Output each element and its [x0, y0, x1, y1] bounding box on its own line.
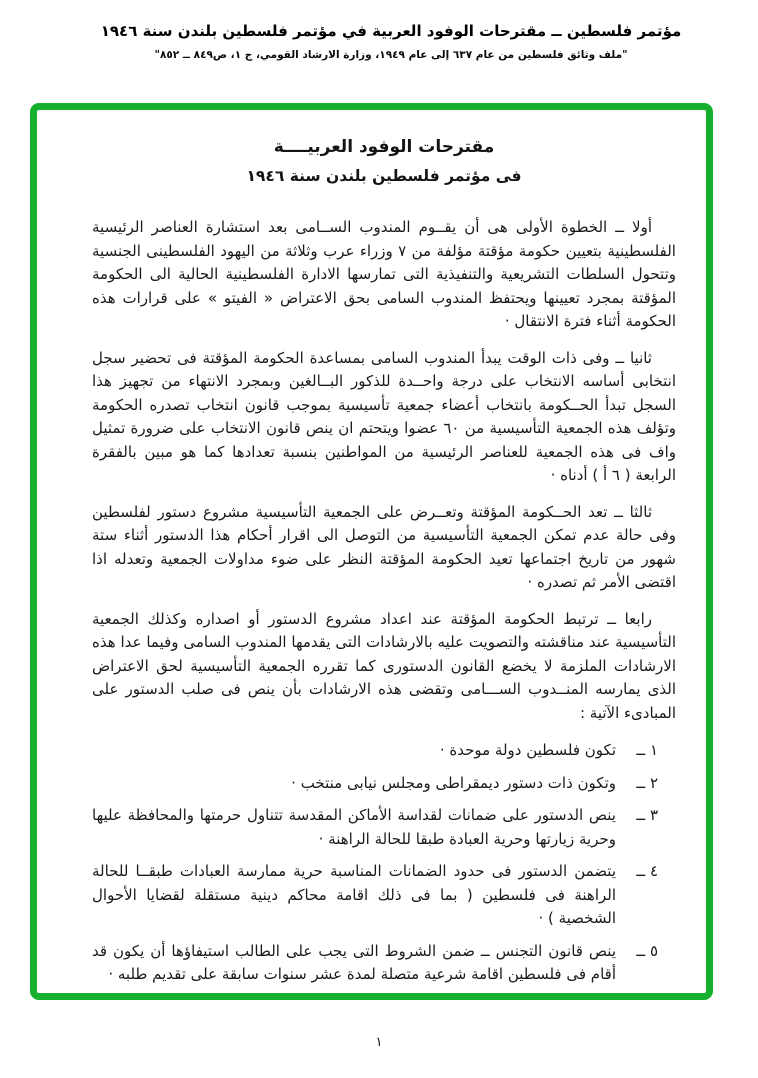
paragraph-second: ثانيا ــ وفى ذات الوقت يبدأ المندوب السامى بمساعدة الحكومة المؤقتة فى تحضير سجل انتخابى أساسه الانتخاب على درجة واحــدة للذكور البــالغين وبمجرد الانتهاء من تجهيز هذا السجل تبدأ الحــكومة بانتخاب أعضاء جمعية تأسيسية بموجب قانون انتخاب تصدره الحكومة وتؤلف هذه الجمعية التأسيسية من ٦٠ عضوا ويتحتم ان ينص قانون الانتخاب على ضرورة تمثيل واف فى هذه الجمعية للعناصر الرئيسية من المواطنين بنسبة تعدادها كما هو مبين بالفقرة الرابعة ( ٦ أ ) أدناه ·	[92, 348, 676, 484]
paragraph-third: ثالثا ــ تعد الحــكومة المؤقتة وتعــرض على الجمعية التأسيسية مشروع دستور لفلسطين وفى حالة عدم تمكن الجمعية التأسيسية من التوصل الى اقرار أحكام هذا الدستور أثناء ستة شهور من تاريخ اجتماعها تعيد الحكومة المؤقتة النظر على ضوء مداولات الجمعية وتعدله اذا اقتضى الأمر ثم تصدره ·	[92, 502, 676, 591]
page-number: ١	[375, 1035, 383, 1050]
principle-item-5	[92, 940, 658, 987]
paragraph-fourth: رابعا ــ ترتبط الحكومة المؤقتة عند اعداد مشروع الدستور أو اصداره وكذلك الجمعية التأسيسية عند مناقشته والتصويت عليه بالارشادات التى يقدمها المندوب السامى وفيما عدا هذه الارشادات الملزمة لا يخضع القانون الدستورى كما تقرره الجمعية التأسيسية لحق الاعتراض الذى يمارسه المنــدوب الســـامى وتقضى هذه الارشادات بأن ينص فى صلب الدستور على المبادىء الآتية :	[92, 609, 676, 722]
principle-number-3: ٣ ــ	[636, 806, 658, 824]
principle-item-4	[92, 860, 658, 931]
document-body	[37, 110, 706, 993]
document-header	[40, 22, 742, 61]
principle-number-4: ٤ ــ	[636, 862, 658, 880]
document-title-line2: فى مؤتمر فلسطين بلندن سنة ١٩٤٦	[246, 167, 522, 185]
paragraph-first: أولا ــ الخطوة الأولى هى أن يقــوم المندوب الســامى بعد استشارة العناصر الرئيسية الفلسطينية بتعيين حكومة مؤقتة مؤلفة من ٧ وزراء عرب وثلاثة من اليهود الفلسطينى الجنسية وتتحول السلطات التشريعية والتنفيذية التى تمارسها الادارة الفلسطينية الحالية الى الحكومة المؤقتة بمجرد تعيينها ويحتفظ المندوب السامى بحق الاعتراض « الفيتو » على قرارات هذه الحكومة أثناء فترة الانتقال ·	[92, 218, 676, 330]
principle-item-1	[92, 739, 658, 763]
header-title: مؤتمر فلسطين ــ مقترحات الوفود العربية في مؤتمر فلسطين بلندن سنة ١٩٤٦	[100, 22, 682, 40]
principle-text-2: وتكون ذات دستور ديمقراطى ومجلس نيابى منتخب ·	[291, 773, 616, 792]
principle-number-1: ١ ــ	[636, 741, 658, 759]
document-text	[92, 216, 676, 987]
document-title-block	[92, 137, 676, 185]
principle-number-2: ٢ ــ	[636, 773, 658, 792]
principle-text-4: يتضمن الدستور فى حدود الضمانات المناسبة حرية ممارسة العبادات طبقــا للحالة الراهنة فى فلسطين ( بما فى ذلك اقامة محاكم دينية مستقلة لقضايا الأحوال الشخصية ) ·	[92, 862, 616, 927]
principle-text-3: ينص الدستور على ضمانات لقداسة الأماكن المقدسة تتناول حرمتها والمحافظة عليها وحرية زيارتها وحرية العبادة طبقا للحالة الراهنة ·	[92, 806, 616, 848]
principles-list	[92, 739, 676, 987]
document-title-line1: مقترحات الوفود العربيــــة	[273, 137, 495, 157]
principle-number-5: ٥ ــ	[636, 941, 658, 960]
principle-item-3	[92, 804, 658, 851]
green-document-frame	[30, 103, 713, 1000]
principle-text-5: ينص قانون التجنس ــ ضمن الشروط التى يجب على الطالب استيفاؤها أن يكون قد أقام فى فلسطين اقامة شرعية متصلة لمدة عشر سنوات سابقة على تقديم طلبه ·	[92, 941, 616, 983]
header-source-citation: "ملف وثائق فلسطين من عام ٦٣٧ إلى عام ١٩٤٩، وزارة الارشاد القومي، ج ١، ص٨٤٩ ــ ٨٥٢"	[154, 49, 628, 61]
principle-text-1: تكون فلسطين دولة موحدة ·	[439, 741, 616, 759]
principle-item-2	[92, 772, 658, 796]
